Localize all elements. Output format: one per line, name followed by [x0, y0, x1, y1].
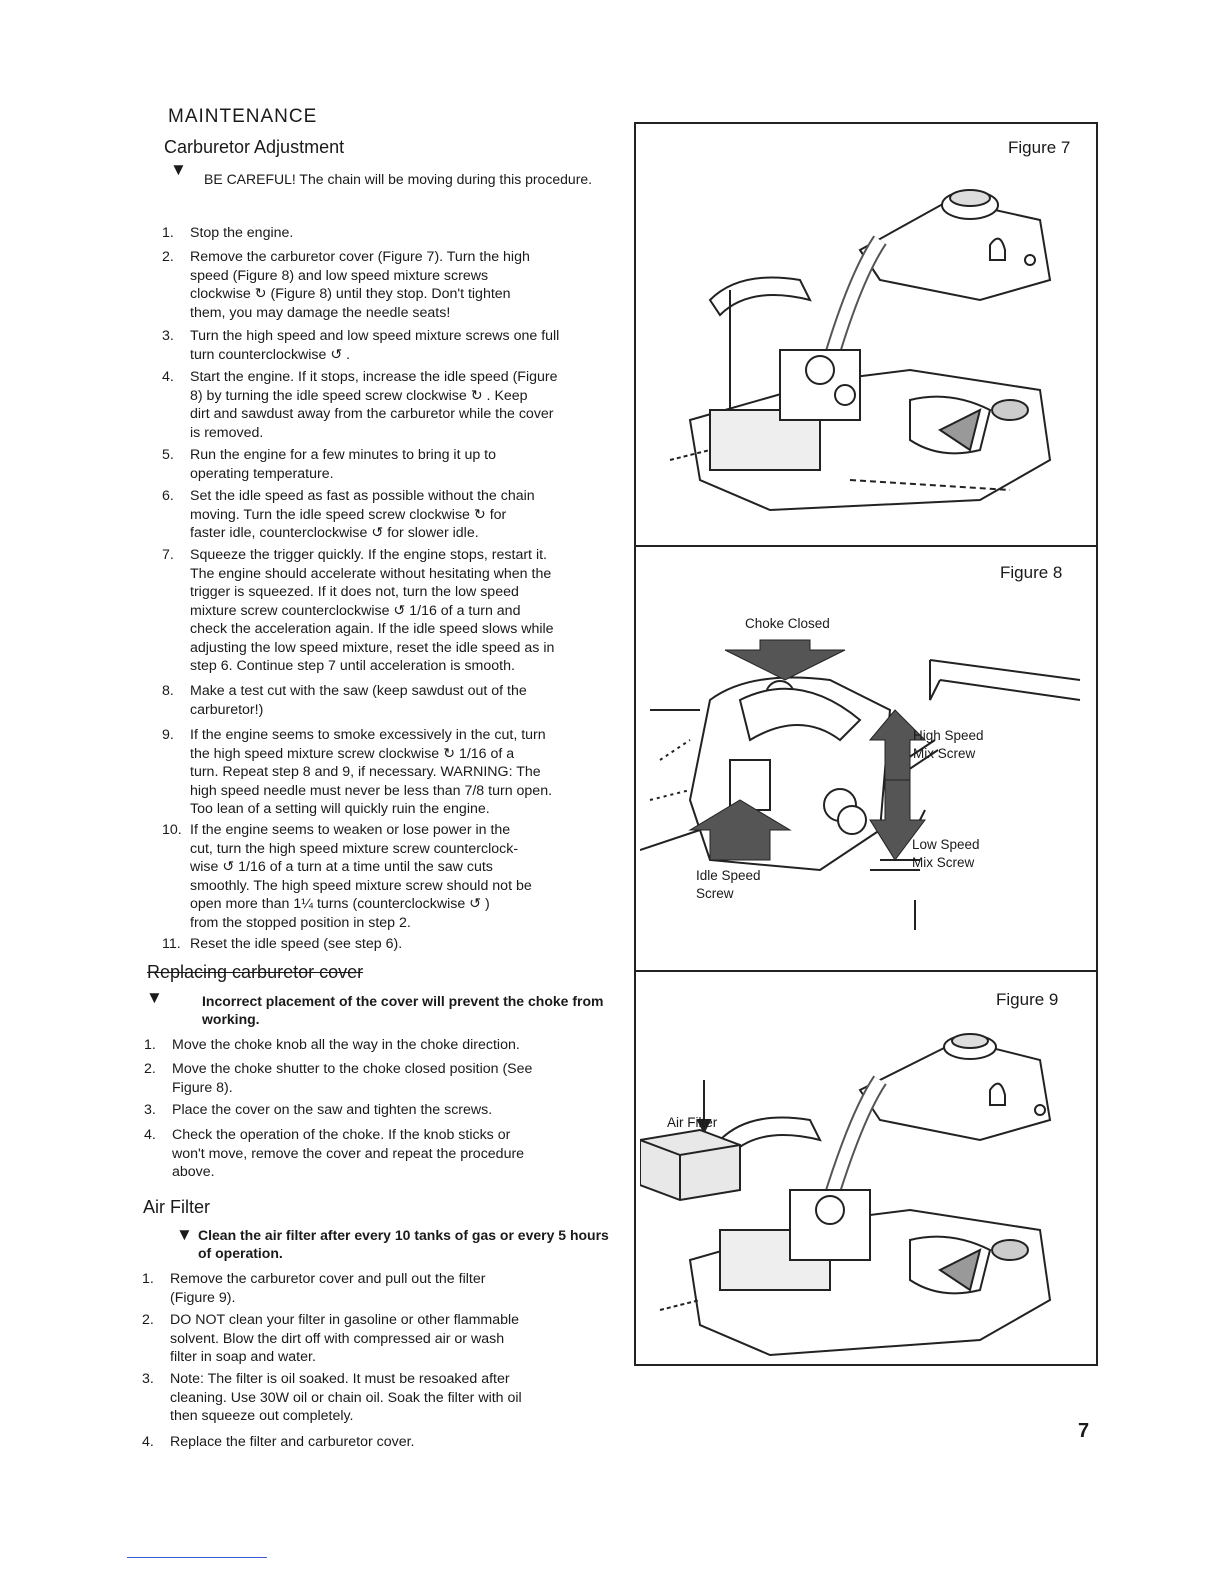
step-line: DO NOT clean your filter in gasoline or other flammable	[170, 1312, 520, 1328]
step-line: cut, turn the high speed mixture screw counterclock-	[190, 840, 519, 857]
step-text	[190, 935, 625, 954]
step-line: step 6. Continue step 7 until acceleration is smooth.	[190, 658, 515, 674]
step-line: check the acceleration again. If the idle speed slows while	[190, 621, 554, 637]
step-text	[190, 248, 625, 322]
step-line: faster idle, counterclockwise ↺ for slower idle.	[190, 525, 479, 541]
step-line: wise ↺ 1/16 of a turn at a time until the saw cuts	[190, 859, 493, 875]
step-text	[170, 1270, 625, 1307]
step-line: Remove the carburetor cover and pull out the filter	[170, 1271, 486, 1287]
step-line: Move the choke shutter to the choke closed position (See	[172, 1061, 533, 1077]
step-line: Start the engine. If it stops, increase the idle speed (Figure	[190, 369, 558, 385]
air-caution-text: Clean the air filter after every 10 tanks of gas or every 5 hours of operation.	[198, 1227, 609, 1261]
idle-speed-label-line2: Screw	[696, 886, 734, 901]
step-line: Place the cover on the saw and tighten the screws.	[172, 1102, 493, 1118]
step-line: Move the choke knob all the way in the choke direction.	[172, 1037, 520, 1053]
step-line: above.	[172, 1164, 215, 1180]
step-number: 2.	[142, 1312, 154, 1328]
step-number: 1.	[144, 1037, 156, 1053]
step-line: If the engine seems to smoke excessively in the cut, turn	[190, 727, 546, 743]
high-speed-label-line1: High Speed	[913, 728, 984, 743]
step-number: 4.	[162, 369, 174, 385]
step-line: turn. Repeat step 8 and 9, if necessary. WARNING: The	[190, 764, 541, 780]
step-line: Figure 8).	[172, 1079, 233, 1096]
step-line: Remove the carburetor cover (Figure 7). Turn the high	[190, 249, 530, 265]
step-line: Turn the high speed and low speed mixture screws one full	[190, 328, 560, 344]
step-line: Check the operation of the choke. If the knob sticks or	[172, 1127, 511, 1143]
carburetor-adjustment-heading: Carburetor Adjustment	[164, 137, 345, 157]
step-line: high speed needle must never be less than 7/8 turn open.	[190, 782, 553, 799]
step-line: (Figure 9).	[170, 1289, 236, 1306]
step-line: If the engine seems to weaken or lose power in the	[190, 822, 511, 838]
step-line: Squeeze the trigger quickly. If the engine stops, restart it.	[190, 547, 547, 563]
section-title: MAINTENANCE	[168, 106, 318, 127]
caution-triangle-icon: ▼	[176, 1225, 193, 1244]
step-number: 9.	[162, 727, 174, 743]
step-number: 1.	[142, 1271, 154, 1287]
low-speed-label-line2: Mix Screw	[912, 855, 975, 870]
step-line: Too lean of a setting will quickly ruin the engine.	[190, 801, 490, 817]
step-line: Set the idle speed as fast as possible without the chain	[190, 488, 535, 504]
step-number: 6.	[162, 488, 174, 504]
step-line: Reset the idle speed (see step 6).	[190, 936, 403, 952]
idle-speed-label-line1: Idle Speed	[696, 868, 761, 883]
step-number: 3.	[144, 1102, 156, 1118]
step-line: Replace the filter and carburetor cover.	[170, 1434, 415, 1450]
step-line: open more than 1¼ turns (counterclockwise ↺ )	[190, 896, 490, 912]
step-number: 2.	[144, 1061, 156, 1077]
step-line: turn counterclockwise ↺ .	[190, 346, 351, 363]
step-line: is removed.	[190, 424, 264, 441]
step-line: then squeeze out completely.	[170, 1408, 354, 1424]
step-line: Note: The filter is oil soaked. It must be resoaked after	[170, 1371, 510, 1387]
figure-divider	[634, 545, 1098, 547]
step-number: 2.	[162, 249, 174, 265]
step-number: 10.	[162, 822, 182, 838]
step-line: mixture screw counterclockwise ↺ 1/16 of a turn and	[190, 602, 521, 619]
step-line: solvent. Blow the dirt off with compressed air or wash	[170, 1330, 505, 1347]
step-line: operating temperature.	[190, 465, 334, 482]
step-line: Run the engine for a few minutes to bring it up to	[190, 447, 497, 463]
step-number: 7.	[162, 547, 174, 563]
step-text	[190, 682, 625, 719]
figure-divider	[634, 970, 1098, 972]
step-number: 3.	[162, 328, 174, 344]
step-line: moving. Turn the idle speed screw clockwise ↻ for	[190, 506, 507, 523]
step-text	[190, 327, 625, 364]
step-line: them, you may damage the needle seats!	[190, 304, 451, 321]
step-line: adjusting the low speed mixture, reset the idle speed as in	[190, 639, 555, 656]
step-text	[190, 546, 625, 676]
cover-caution-text: Incorrect placement of the cover will prevent the choke from working.	[202, 993, 604, 1027]
step-line: filter in soap and water.	[170, 1349, 316, 1365]
choke-closed-label: Choke Closed	[745, 616, 830, 631]
step-text	[190, 446, 625, 483]
step-number: 1.	[162, 225, 174, 241]
figure-9-title: Figure 9	[996, 990, 1059, 1009]
step-line: Stop the engine.	[190, 225, 294, 241]
step-line: trigger is squeezed. If it does not, turn the low speed	[190, 584, 519, 600]
caution-triangle-icon: ▼	[146, 988, 163, 1007]
figure-8-title: Figure 8	[1000, 563, 1063, 582]
figure-9-air-filter-illustration	[640, 1010, 1090, 1365]
step-text	[170, 1370, 625, 1426]
step-number: 4.	[142, 1434, 154, 1450]
step-text	[170, 1311, 625, 1367]
step-text	[172, 1060, 625, 1097]
figure-7-title: Figure 7	[1008, 138, 1071, 157]
step-number: 4.	[144, 1127, 156, 1143]
step-line: from the stopped position in step 2.	[190, 914, 411, 931]
step-line: speed (Figure 8) and low speed mixture screws	[190, 267, 489, 284]
step-text	[190, 368, 625, 442]
step-line: won't move, remove the cover and repeat the procedure	[172, 1145, 525, 1162]
replacing-cover-heading: Replacing carburetor cover	[147, 962, 364, 982]
step-line: The engine should accelerate without hesitating when the	[190, 565, 552, 582]
footer-rule	[127, 1557, 267, 1558]
step-text	[172, 1101, 625, 1120]
step-text	[190, 487, 625, 543]
figure-7-chainsaw-illustration	[650, 160, 1090, 540]
step-text	[172, 1126, 625, 1182]
step-number: 8.	[162, 683, 174, 699]
step-line: cleaning. Use 30W oil or chain oil. Soak the filter with oil	[170, 1389, 522, 1406]
carb-caution-text: BE CAREFUL! The chain will be moving during this procedure.	[204, 171, 593, 187]
step-text	[190, 726, 625, 819]
step-line: smoothly. The high speed mixture screw should not be	[190, 877, 532, 894]
air-filter-heading: Air Filter	[143, 1197, 210, 1217]
low-speed-label-line1: Low Speed	[912, 837, 980, 852]
air-filter-label: Air Filter	[667, 1115, 718, 1130]
high-speed-label-line2: Mix Screw	[913, 746, 976, 761]
step-number: 5.	[162, 447, 174, 463]
page-number: 7	[1078, 1420, 1090, 1442]
step-line: Make a test cut with the saw (keep sawdust out of the	[190, 683, 527, 699]
step-text	[190, 821, 625, 932]
step-text	[172, 1036, 625, 1055]
step-line: carburetor!)	[190, 701, 264, 718]
step-number: 3.	[142, 1371, 154, 1387]
step-number: 11.	[162, 936, 181, 952]
step-text	[170, 1433, 625, 1452]
step-line: 8) by turning the idle speed screw clockwise ↻ . Keep	[190, 387, 528, 404]
step-line: dirt and sawdust away from the carburetor while the cover	[190, 406, 554, 422]
step-line: the high speed mixture screw clockwise ↻ 1/16 of a	[190, 745, 515, 762]
step-text	[190, 224, 625, 243]
step-line: clockwise ↻ (Figure 8) until they stop. Don't tighten	[190, 286, 511, 302]
caution-triangle-icon: ▼	[170, 160, 187, 179]
